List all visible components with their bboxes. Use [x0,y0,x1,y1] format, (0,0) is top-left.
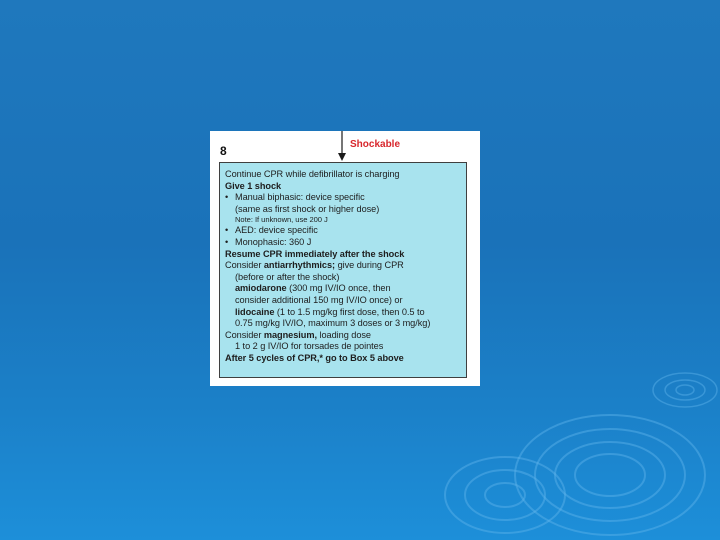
instruction-line [225,237,466,249]
instruction-line [225,181,466,193]
instruction-box [219,162,467,378]
instruction-text: (1 to 1.5 mg/kg first dose, then 0.5 to [274,306,425,317]
instruction-text: magnesium, [263,329,317,340]
instruction-text: lidocaine [235,306,275,317]
instruction-text: After 5 cycles of CPR,* go to Box 5 above [225,352,404,363]
down-arrow-icon [337,131,347,163]
instruction-text: consider additional 150 mg IV/IO once) or [235,294,403,305]
instruction-text: Consider [225,260,264,271]
instruction-line [225,249,466,261]
instruction-line [225,215,466,225]
instruction-line [225,192,466,204]
instruction-text: Monophasic: 360 J [235,236,312,247]
algorithm-figure [210,131,480,386]
instruction-text: Give 1 shock [225,180,282,191]
instruction-line [225,307,466,319]
bullet-icon: • [225,236,229,247]
instruction-line [225,330,466,342]
instruction-text: Resume CPR immediately after the shock [225,248,405,259]
instruction-line [225,341,466,353]
instruction-text: Continue CPR while defibrillator is charging [225,169,400,179]
instruction-text: 0.75 mg/kg IV/IO, maximum 3 doses or 3 mg/kg) [235,318,431,329]
instruction-line [225,353,466,365]
instruction-text: (300 mg IV/IO once, then [286,283,391,294]
shockable-label: Shockable [350,139,401,150]
instruction-line [225,272,466,284]
instruction-line [225,204,466,216]
box-number: 8 [220,144,227,158]
instruction-line [225,283,466,295]
instruction-line [225,169,466,181]
instruction-line [225,295,466,307]
instruction-text: give during CPR [335,260,404,271]
instruction-text: (same as first shock or higher dose) [235,203,380,214]
instruction-text: antiarrhythmics; [263,260,336,271]
instruction-line [225,260,466,272]
instruction-text: AED: device specific [235,225,318,236]
instruction-text: amiodarone [235,283,287,294]
instruction-line [225,318,466,330]
instruction-text: Manual biphasic: device specific [235,192,365,203]
bullet-icon: • [225,192,229,203]
instruction-line [225,225,466,237]
instruction-text: loading dose [316,329,371,340]
bullet-icon: • [225,225,229,236]
instruction-text: 1 to 2 g IV/IO for torsades de pointes [235,341,384,352]
instruction-text: Note: If unknown, use 200 J [235,215,328,225]
instruction-text: (before or after the shock) [235,271,340,282]
instruction-text: Consider [225,329,264,340]
